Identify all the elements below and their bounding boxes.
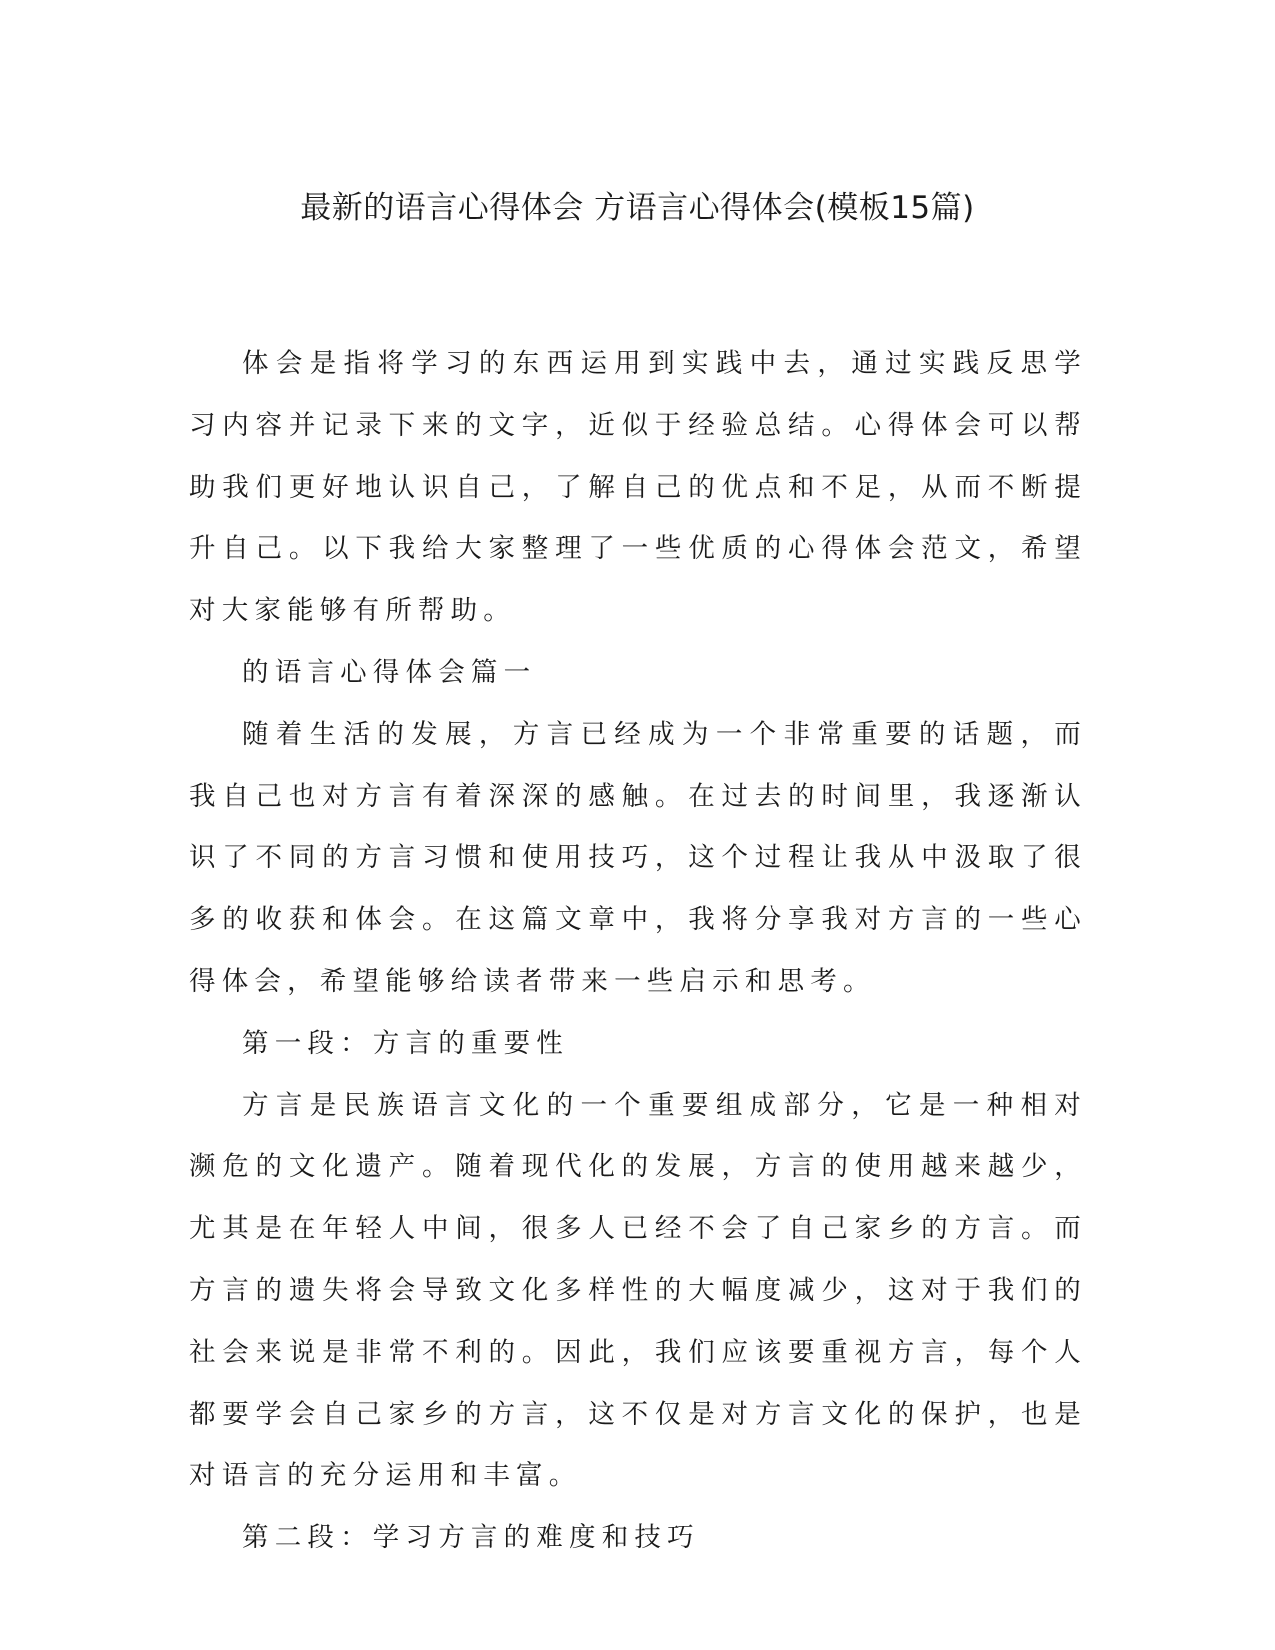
section-heading: 第一段：方言的重要性 bbox=[242, 1027, 569, 1059]
section-heading: 的语言心得体会篇一 bbox=[242, 656, 537, 688]
document-title: 最新的语言心得体会 方语言心得体会(模板15篇) bbox=[300, 190, 975, 226]
body-paragraph: 随着生活的发展，方言已经成为一个非常重要的话题，而我自己也对方言有着深深的感触。在过去的时间里，我逐渐认识了不同的方言习惯和使用技巧，这个过程让我从中汲取了很多的收获和体会。在这篇文章中，我将分享我对方言的一些心得体会，希望能够给读者带来一些启示和思考。 bbox=[189, 718, 1087, 997]
section-heading: 第二段：学习方言的难度和技巧 bbox=[242, 1522, 700, 1554]
intro-paragraph: 体会是指将学习的东西运用到实践中去，通过实践反思学习内容并记录下来的文字，近似于经验总结。心得体会可以帮助我们更好地认识自己，了解自己的优点和不足，从而不断提升自己。以下我给大家整理了一些优质的心得体会范文，希望对大家能够有所帮助。 bbox=[189, 348, 1087, 627]
body-paragraph: 方言是民族语言文化的一个重要组成部分，它是一种相对濒危的文化遗产。随着现代化的发展，方言的使用越来越少，尤其是在年轻人中间，很多人已经不会了自己家乡的方言。而方言的遗失将会导致文化多样性的大幅度减少，这对于我们的社会来说是非常不利的。因此，我们应该要重视方言，每个人都要学会自己家乡的方言，这不仅是对方言文化的保护，也是对语言的充分运用和丰富。 bbox=[189, 1089, 1087, 1492]
document-body bbox=[189, 333, 1087, 1569]
